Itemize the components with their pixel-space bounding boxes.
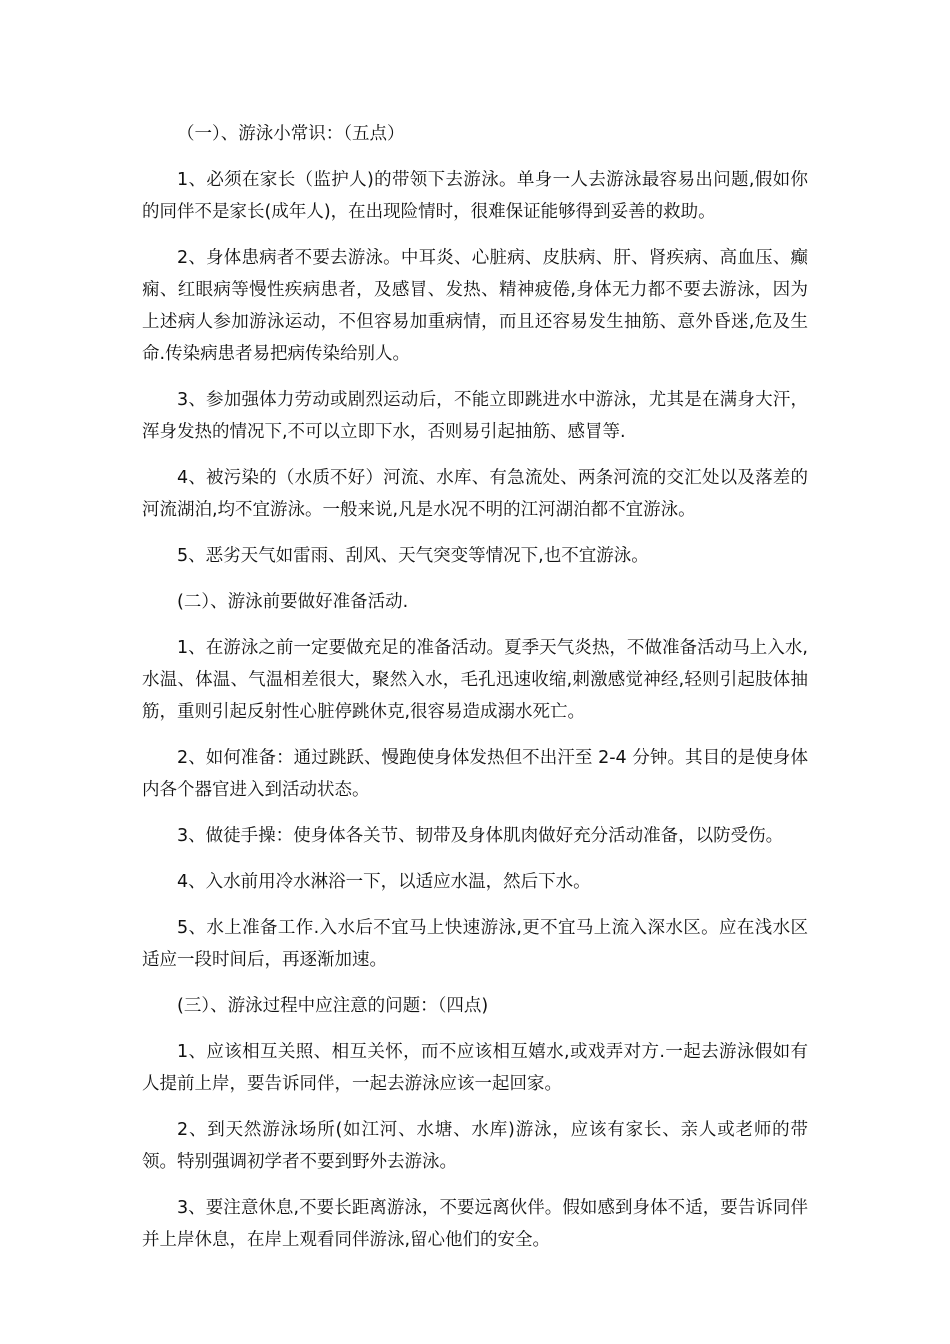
section-heading-3: (三）、游泳过程中应注意的问题：（四点) [177,996,489,1016]
paragraph: 3、要注意休息,不要长距离游泳，不要远离伙伴。假如感到身体不适，要告诉同伴并上岸休息，在岸上观看同伴游泳,留心他们的安全。 [142,1198,808,1250]
paragraph: 4、入水前用冷水淋浴一下，以适应水温，然后下水。 [177,872,591,892]
paragraph: 5、水上准备工作.入水后不宜马上快速游泳,更不宜马上流入深水区。应在浅水区适应一段时间后，再逐渐加速。 [142,918,808,970]
paragraph: 2、身体患病者不要去游泳。中耳炎、心脏病、皮肤病、肝、肾疾病、高血压、癫痫、红眼病等慢性疾病患者，及感冒、发热、精神疲倦,身体无力都不要去游泳，因为上述病人参加游泳运动，不但容易加重病情，而且还容易发生抽筋、意外昏迷,危及生命.传染病患者易把病传染给别人。 [142,248,808,364]
paragraph: 1、必须在家长（监护人)的带领下去游泳。单身一人去游泳最容易出问题,假如你的同伴不是家长(成年人)，在出现险情时，很难保证能够得到妥善的救助。 [142,170,808,222]
section-heading-2: (二）、游泳前要做好准备活动. [177,592,409,612]
paragraph: 4、被污染的（水质不好）河流、水库、有急流处、两条河流的交汇处以及落差的河流湖泊,均不宜游泳。一般来说,凡是水况不明的江河湖泊都不宜游泳。 [142,468,808,520]
paragraph: 2、如何准备：通过跳跃、慢跑使身体发热但不出汗至 2-4 分钟。其目的是使身体内各个器官进入到活动状态。 [142,748,808,800]
paragraph: 3、参加强体力劳动或剧烈运动后，不能立即跳进水中游泳，尤其是在满身大汗，浑身发热的情况下,不可以立即下水，否则易引起抽筋、感冒等. [142,390,808,442]
paragraph: 5、恶劣天气如雷雨、刮风、天气突变等情况下,也不宜游泳。 [177,546,649,566]
paragraph: 1、应该相互关照、相互关怀，而不应该相互嬉水,或戏弄对方.一起去游泳假如有人提前上岸，要告诉同伴，一起去游泳应该一起回家。 [142,1042,808,1094]
paragraph: 3、做徒手操：使身体各关节、韧带及身体肌肉做好充分活动准备，以防受伤。 [177,826,784,846]
section-heading-1: （一）、游泳小常识：（五点） [177,124,405,144]
paragraph: 2、到天然游泳场所(如江河、水塘、水库)游泳，应该有家长、亲人或老师的带领。特别强调初学者不要到野外去游泳。 [142,1120,808,1172]
document-page [142,118,808,1270]
paragraph: 1、在游泳之前一定要做充足的准备活动。夏季天气炎热，不做准备活动马上入水,水温、体温、气温相差很大，聚然入水，毛孔迅速收缩,刺激感觉神经,轻则引起肢体抽筋，重则引起反射性心脏停跳休克,很容易造成溺水死亡。 [142,638,808,722]
